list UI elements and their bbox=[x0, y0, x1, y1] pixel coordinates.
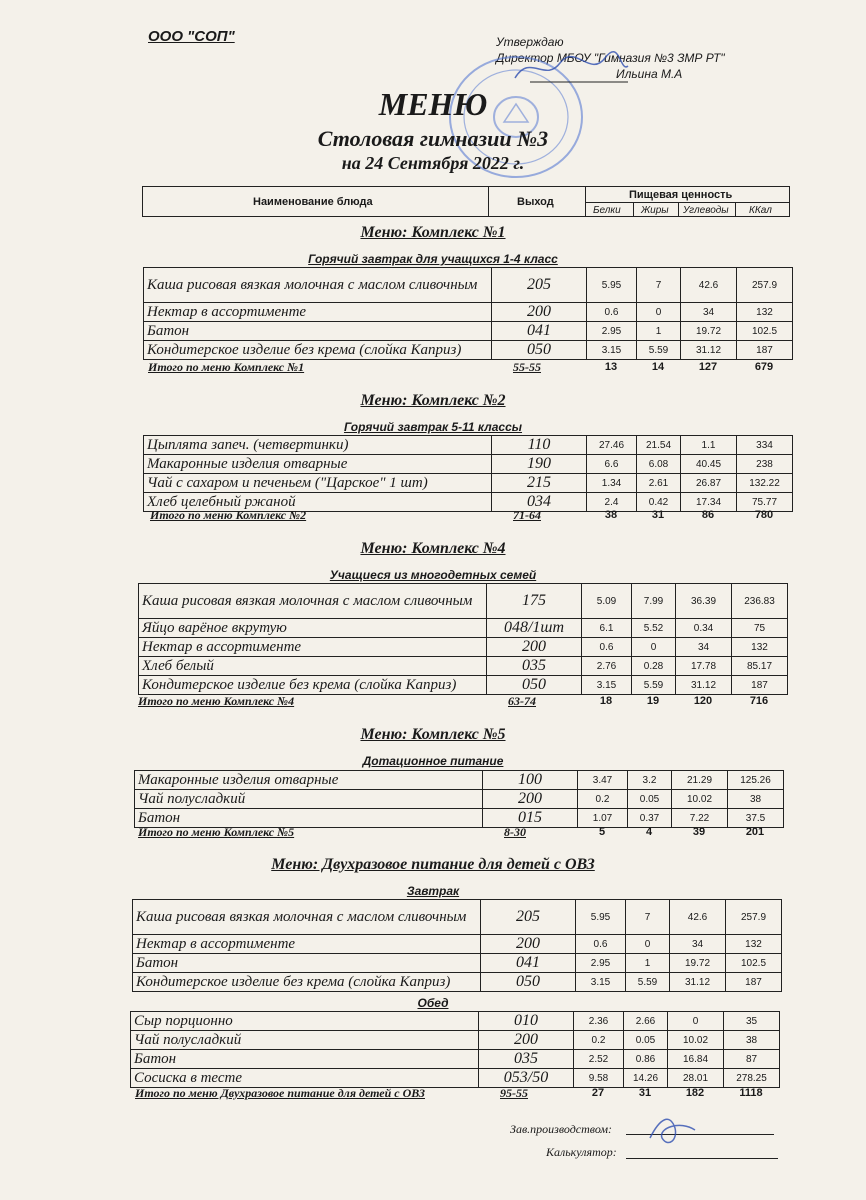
table-row bbox=[131, 1069, 780, 1088]
kcal-value: 125.26 bbox=[728, 771, 784, 790]
fat-value: 5.59 bbox=[626, 973, 670, 992]
carbs-value: 34 bbox=[681, 303, 737, 322]
fat-value: 0.28 bbox=[632, 657, 676, 676]
total-yield: 8-30 bbox=[504, 825, 526, 839]
fat-value: 0.86 bbox=[624, 1050, 668, 1069]
table-row bbox=[144, 341, 793, 360]
total-kcal: 716 bbox=[749, 695, 769, 707]
dish-name: Яйцо варёное вкрутую bbox=[139, 619, 487, 638]
protein-value: 5.95 bbox=[576, 900, 626, 935]
kcal-value: 38 bbox=[724, 1031, 780, 1050]
fat-value: 7.99 bbox=[632, 584, 676, 619]
carbs-value: 19.72 bbox=[670, 954, 726, 973]
table-row bbox=[131, 1012, 780, 1031]
approval-line-1: Утверждаю bbox=[496, 35, 564, 49]
table-row bbox=[133, 935, 782, 954]
header-carbs: Углеводы bbox=[683, 205, 729, 216]
dish-name: Чай полусладкий bbox=[131, 1031, 479, 1050]
total-fat: 4 bbox=[645, 826, 653, 838]
fat-value: 0.05 bbox=[624, 1031, 668, 1050]
producer-label: Зав.производством: bbox=[510, 1122, 613, 1136]
menu-table bbox=[134, 770, 784, 828]
carbs-value: 31.12 bbox=[676, 676, 732, 695]
table-row bbox=[144, 474, 793, 493]
dish-yield: 035 bbox=[479, 1050, 574, 1069]
kcal-value: 132.22 bbox=[737, 474, 793, 493]
protein-value: 1.07 bbox=[578, 809, 628, 828]
fat-value: 5.59 bbox=[632, 676, 676, 695]
producer-signature-icon bbox=[640, 1108, 700, 1152]
kcal-value: 102.5 bbox=[726, 954, 782, 973]
carbs-value: 26.87 bbox=[681, 474, 737, 493]
header-yield: Выход bbox=[517, 196, 554, 208]
carbs-value: 16.84 bbox=[668, 1050, 724, 1069]
total-carbs: 182 bbox=[685, 1087, 705, 1099]
kcal-value: 278.25 bbox=[724, 1069, 780, 1088]
dish-name: Хлеб целебный ржаной bbox=[144, 493, 492, 512]
kcal-value: 132 bbox=[732, 638, 788, 657]
protein-value: 0.6 bbox=[576, 935, 626, 954]
carbs-value: 31.12 bbox=[681, 341, 737, 360]
dish-yield: 035 bbox=[487, 657, 582, 676]
dish-yield: 200 bbox=[492, 303, 587, 322]
dish-name: Чай с сахаром и печеньем ("Царское" 1 шт) bbox=[144, 474, 492, 493]
carbs-value: 0.34 bbox=[676, 619, 732, 638]
total-yield: 71-64 bbox=[513, 508, 541, 522]
fat-value: 0.37 bbox=[628, 809, 672, 828]
kcal-value: 38 bbox=[728, 790, 784, 809]
dish-yield: 048/1шт bbox=[487, 619, 582, 638]
total-yield: 63-74 bbox=[508, 694, 536, 708]
table-row bbox=[139, 657, 788, 676]
table-row bbox=[144, 436, 793, 455]
dish-name: Батон bbox=[133, 954, 481, 973]
section-title: Меню: Комплекс №1 bbox=[360, 224, 506, 241]
protein-value: 5.95 bbox=[587, 268, 637, 303]
carbs-value: 7.22 bbox=[672, 809, 728, 828]
menu-table bbox=[132, 899, 782, 992]
table-row bbox=[139, 638, 788, 657]
dish-name: Хлеб белый bbox=[139, 657, 487, 676]
table-row bbox=[139, 584, 788, 619]
kcal-value: 187 bbox=[737, 341, 793, 360]
dish-yield: 200 bbox=[487, 638, 582, 657]
dish-name: Макаронные изделия отварные bbox=[144, 455, 492, 474]
group-subtitle: Обед bbox=[417, 996, 449, 1010]
fat-value: 0 bbox=[632, 638, 676, 657]
dish-yield: 100 bbox=[483, 771, 578, 790]
protein-value: 6.1 bbox=[582, 619, 632, 638]
table-row bbox=[133, 900, 782, 935]
menu-table bbox=[143, 267, 793, 360]
calculator-signature-line bbox=[626, 1158, 778, 1159]
dish-yield: 050 bbox=[492, 341, 587, 360]
protein-value: 2.95 bbox=[576, 954, 626, 973]
carbs-value: 31.12 bbox=[670, 973, 726, 992]
total-protein: 13 bbox=[604, 361, 618, 373]
menu-table bbox=[138, 583, 788, 695]
group-subtitle: Учащиеся из многодетных семей bbox=[329, 568, 537, 582]
table-row bbox=[133, 973, 782, 992]
dish-yield: 200 bbox=[481, 935, 576, 954]
section-title: Меню: Двухразовое питание для детей с ОВЗ bbox=[271, 856, 595, 873]
total-kcal: 780 bbox=[754, 509, 774, 521]
dish-name: Нектар в ассортименте bbox=[133, 935, 481, 954]
fat-value: 2.66 bbox=[624, 1012, 668, 1031]
dish-yield: 053/50 bbox=[479, 1069, 574, 1088]
total-fat: 31 bbox=[638, 1087, 652, 1099]
total-yield: 55-55 bbox=[513, 360, 541, 374]
menu-date: на 24 Сентября 2022 г. bbox=[341, 153, 525, 173]
header-kcal: ККал bbox=[749, 205, 772, 216]
carbs-value: 28.01 bbox=[668, 1069, 724, 1088]
total-label: Итого по меню Комплекс №5 bbox=[138, 825, 295, 839]
kcal-value: 334 bbox=[737, 436, 793, 455]
protein-value: 2.76 bbox=[582, 657, 632, 676]
total-fat: 14 bbox=[651, 361, 665, 373]
carbs-value: 34 bbox=[676, 638, 732, 657]
total-carbs: 86 bbox=[701, 509, 715, 521]
kcal-value: 102.5 bbox=[737, 322, 793, 341]
dish-name: Каша рисовая вязкая молочная с маслом сливочным bbox=[144, 268, 492, 303]
group-subtitle: Завтрак bbox=[406, 884, 460, 898]
menu-table bbox=[143, 435, 793, 512]
carbs-value: 0 bbox=[668, 1012, 724, 1031]
total-kcal: 1118 bbox=[739, 1087, 763, 1099]
kcal-value: 257.9 bbox=[726, 900, 782, 935]
protein-value: 1.34 bbox=[587, 474, 637, 493]
dish-name: Батон bbox=[131, 1050, 479, 1069]
dish-name: Сыр порционно bbox=[131, 1012, 479, 1031]
protein-value: 3.15 bbox=[587, 341, 637, 360]
dish-yield: 034 bbox=[492, 493, 587, 512]
kcal-value: 132 bbox=[726, 935, 782, 954]
carbs-value: 17.78 bbox=[676, 657, 732, 676]
fat-value: 7 bbox=[626, 900, 670, 935]
total-fat: 19 bbox=[646, 695, 660, 707]
total-carbs: 39 bbox=[692, 826, 706, 838]
fat-value: 0.05 bbox=[628, 790, 672, 809]
fat-value: 6.08 bbox=[637, 455, 681, 474]
dish-name: Макаронные изделия отварные bbox=[135, 771, 483, 790]
total-label: Итого по меню Двухразовое питание для детей с ОВЗ bbox=[135, 1086, 425, 1100]
protein-value: 2.52 bbox=[574, 1050, 624, 1069]
dish-yield: 050 bbox=[487, 676, 582, 695]
protein-value: 2.95 bbox=[587, 322, 637, 341]
protein-value: 0.6 bbox=[582, 638, 632, 657]
total-protein: 38 bbox=[604, 509, 618, 521]
fat-value: 5.59 bbox=[637, 341, 681, 360]
kcal-value: 236.83 bbox=[732, 584, 788, 619]
dish-name: Сосиска в тесте bbox=[131, 1069, 479, 1088]
fat-value: 21.54 bbox=[637, 436, 681, 455]
page-title: МЕНЮ bbox=[378, 86, 488, 122]
carbs-value: 17.34 bbox=[681, 493, 737, 512]
kcal-value: 35 bbox=[724, 1012, 780, 1031]
group-subtitle: Горячий завтрак для учащихся 1-4 класс bbox=[308, 252, 558, 266]
header-dish: Наименование блюда bbox=[253, 196, 373, 208]
total-carbs: 127 bbox=[698, 361, 718, 373]
director-signature-icon bbox=[510, 48, 630, 88]
header-fat: Жиры bbox=[641, 205, 669, 216]
approval-line-3: Ильина М.А bbox=[616, 67, 683, 81]
table-row bbox=[144, 268, 793, 303]
protein-value: 3.15 bbox=[582, 676, 632, 695]
carbs-value: 10.02 bbox=[668, 1031, 724, 1050]
table-row bbox=[135, 771, 784, 790]
total-carbs: 120 bbox=[693, 695, 713, 707]
total-kcal: 679 bbox=[754, 361, 774, 373]
carbs-value: 19.72 bbox=[681, 322, 737, 341]
total-yield: 95-55 bbox=[500, 1086, 528, 1100]
protein-value: 0.2 bbox=[578, 790, 628, 809]
fat-value: 5.52 bbox=[632, 619, 676, 638]
column-header bbox=[142, 186, 790, 217]
dish-yield: 205 bbox=[481, 900, 576, 935]
total-fat: 31 bbox=[651, 509, 665, 521]
dish-yield: 041 bbox=[492, 322, 587, 341]
protein-value: 3.47 bbox=[578, 771, 628, 790]
protein-value: 2.4 bbox=[587, 493, 637, 512]
dish-yield: 175 bbox=[487, 584, 582, 619]
dish-yield: 200 bbox=[483, 790, 578, 809]
carbs-value: 42.6 bbox=[681, 268, 737, 303]
kcal-value: 87 bbox=[724, 1050, 780, 1069]
dish-name: Кондитерское изделие без крема (слойка Каприз) bbox=[133, 973, 481, 992]
page-subtitle: Столовая гимназии №3 bbox=[317, 126, 549, 151]
table-row bbox=[131, 1050, 780, 1069]
table-row bbox=[144, 303, 793, 322]
table-row bbox=[144, 455, 793, 474]
fat-value: 3.2 bbox=[628, 771, 672, 790]
protein-value: 9.58 bbox=[574, 1069, 624, 1088]
fat-value: 0 bbox=[637, 303, 681, 322]
table-row bbox=[139, 676, 788, 695]
header-protein: Белки bbox=[593, 205, 621, 216]
protein-value: 2.36 bbox=[574, 1012, 624, 1031]
table-row bbox=[144, 322, 793, 341]
carbs-value: 1.1 bbox=[681, 436, 737, 455]
dish-yield: 010 bbox=[479, 1012, 574, 1031]
dish-name: Чай полусладкий bbox=[135, 790, 483, 809]
dish-name: Каша рисовая вязкая молочная с маслом сливочным bbox=[133, 900, 481, 935]
kcal-value: 238 bbox=[737, 455, 793, 474]
table-row bbox=[139, 619, 788, 638]
dish-name: Нектар в ассортименте bbox=[139, 638, 487, 657]
dish-name: Кондитерское изделие без крема (слойка Каприз) bbox=[144, 341, 492, 360]
dish-yield: 041 bbox=[481, 954, 576, 973]
fat-value: 14.26 bbox=[624, 1069, 668, 1088]
table-row bbox=[133, 954, 782, 973]
protein-value: 0.2 bbox=[574, 1031, 624, 1050]
dish-yield: 215 bbox=[492, 474, 587, 493]
carbs-value: 34 bbox=[670, 935, 726, 954]
total-kcal: 201 bbox=[745, 826, 765, 838]
carbs-value: 42.6 bbox=[670, 900, 726, 935]
menu-table bbox=[130, 1011, 780, 1088]
header-nutrition: Пищевая ценность bbox=[629, 189, 733, 201]
protein-value: 0.6 bbox=[587, 303, 637, 322]
section-title: Меню: Комплекс №5 bbox=[360, 726, 506, 743]
total-label: Итого по меню Комплекс №2 bbox=[150, 508, 307, 522]
fat-value: 0.42 bbox=[637, 493, 681, 512]
dish-name: Цыплята запеч. (четвертинки) bbox=[144, 436, 492, 455]
total-protein: 18 bbox=[599, 695, 613, 707]
section-title: Меню: Комплекс №4 bbox=[360, 540, 506, 557]
fat-value: 1 bbox=[637, 322, 681, 341]
protein-value: 3.15 bbox=[576, 973, 626, 992]
protein-value: 5.09 bbox=[582, 584, 632, 619]
total-protein: 5 bbox=[598, 826, 606, 838]
dish-yield: 110 bbox=[492, 436, 587, 455]
fat-value: 7 bbox=[637, 268, 681, 303]
kcal-value: 187 bbox=[726, 973, 782, 992]
dish-yield: 050 bbox=[481, 973, 576, 992]
dish-yield: 190 bbox=[492, 455, 587, 474]
calculator-label: Калькулятор: bbox=[546, 1145, 617, 1159]
kcal-value: 75.77 bbox=[737, 493, 793, 512]
kcal-value: 75 bbox=[732, 619, 788, 638]
dish-yield: 015 bbox=[483, 809, 578, 828]
dish-name: Нектар в ассортименте bbox=[144, 303, 492, 322]
fat-value: 0 bbox=[626, 935, 670, 954]
dish-name: Каша рисовая вязкая молочная с маслом сливочным bbox=[139, 584, 487, 619]
total-label: Итого по меню Комплекс №4 bbox=[138, 694, 295, 708]
total-label: Итого по меню Комплекс №1 bbox=[148, 360, 305, 374]
group-subtitle: Дотационное питание bbox=[362, 754, 504, 768]
kcal-value: 257.9 bbox=[737, 268, 793, 303]
carbs-value: 40.45 bbox=[681, 455, 737, 474]
protein-value: 27.46 bbox=[587, 436, 637, 455]
dish-name: Кондитерское изделие без крема (слойка Каприз) bbox=[139, 676, 487, 695]
total-protein: 27 bbox=[591, 1087, 605, 1099]
approval-line-2: Директор МБОУ "Гимназия №3 ЗМР РТ" bbox=[496, 51, 725, 65]
kcal-value: 85.17 bbox=[732, 657, 788, 676]
table-row bbox=[131, 1031, 780, 1050]
fat-value: 2.61 bbox=[637, 474, 681, 493]
protein-value: 6.6 bbox=[587, 455, 637, 474]
carbs-value: 21.29 bbox=[672, 771, 728, 790]
dish-yield: 200 bbox=[479, 1031, 574, 1050]
dish-name: Батон bbox=[144, 322, 492, 341]
fat-value: 1 bbox=[626, 954, 670, 973]
dish-yield: 205 bbox=[492, 268, 587, 303]
section-title: Меню: Комплекс №2 bbox=[360, 392, 506, 409]
kcal-value: 187 bbox=[732, 676, 788, 695]
dish-name: Батон bbox=[135, 809, 483, 828]
group-subtitle: Горячий завтрак 5-11 классы bbox=[343, 420, 523, 434]
kcal-value: 132 bbox=[737, 303, 793, 322]
organization-name: ООО "СОП" bbox=[148, 28, 235, 45]
carbs-value: 36.39 bbox=[676, 584, 732, 619]
carbs-value: 10.02 bbox=[672, 790, 728, 809]
table-row bbox=[135, 790, 784, 809]
kcal-value: 37.5 bbox=[728, 809, 784, 828]
